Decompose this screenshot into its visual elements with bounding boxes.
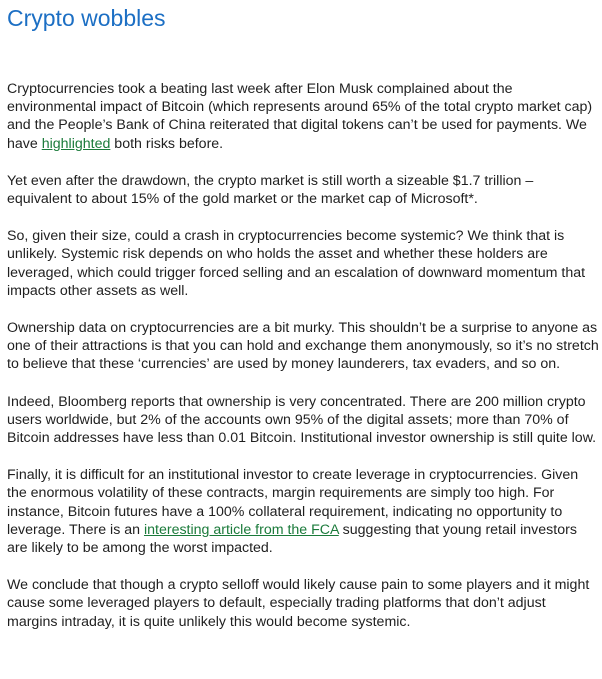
- paragraph-2: Yet even after the drawdown, the crypto market is still worth a sizeable $1.7 trillion – equivalent to about 15% of the gold market or the market cap of Microsoft*.: [7, 172, 534, 208]
- paragraph-3: So, given their size, could a crash in cryptocurrencies become systemic? We think that is unlikely. Systemic risk depends on who holds the asset and whether these holders are leveraged, which could trigger forced selling and an escalation of downward momentum that impacts other assets as well.: [7, 228, 586, 299]
- paragraph-1-text-before: Cryptocurrencies took a beating last week after Elon Musk complained about the environmental impact of Bitcoin (which represents around 65% of the total crypto market cap) and the People’s Bank of China reiterated that digital tokens can’t be used for payments. We have: [7, 81, 593, 152]
- paragraph-4: Ownership data on cryptocurrencies are a bit murky. This shouldn’t be a surprise to anyone as one of their attractions is that you can hold and exchange them anonymously, so it’s no stretch to believe that these ‘currencies’ are used by money launderers, tax evaders, and so on.: [7, 320, 599, 373]
- paragraph-6-text-after: suggesting that young retail investors are likely to be among the worst impacted.: [7, 521, 577, 557]
- paragraph-5: Indeed, Bloomberg reports that ownership is very concentrated. There are 200 million crypto users worldwide, but 2% of the accounts own 95% of the digital assets; more than 70% of Bitcoin addresses have less than 0.01 Bitcoin. Institutional investor ownership is still quite low.: [7, 393, 597, 447]
- paragraph-1-text-after: both risks before.: [110, 135, 224, 152]
- paragraph-7: We conclude that though a crypto selloff would likely cause pain to some players and it might cause some leveraged players to default, especially trading platforms that don’t adjust margins intraday, it is quite unlikely this would become systemic.: [7, 577, 590, 630]
- article-body: [7, 80, 599, 650]
- paragraph-6-text-before: Finally, it is difficult for an institutional investor to create leverage in cryptocurrencies. Given the enormous volatility of these contracts, margin requirements are simply too high. For instance, Bitcoin futures have a 100% collateral requirement, indicating no opportunity to leverage. There is an: [7, 467, 579, 538]
- fca-article-link[interactable]: interesting article from the FCA: [143, 521, 339, 538]
- paragraph-6: [7, 466, 599, 557]
- paragraph-1: [7, 80, 599, 153]
- highlighted-link[interactable]: highlighted: [41, 135, 111, 152]
- article-title: Crypto wobbles: [7, 5, 166, 31]
